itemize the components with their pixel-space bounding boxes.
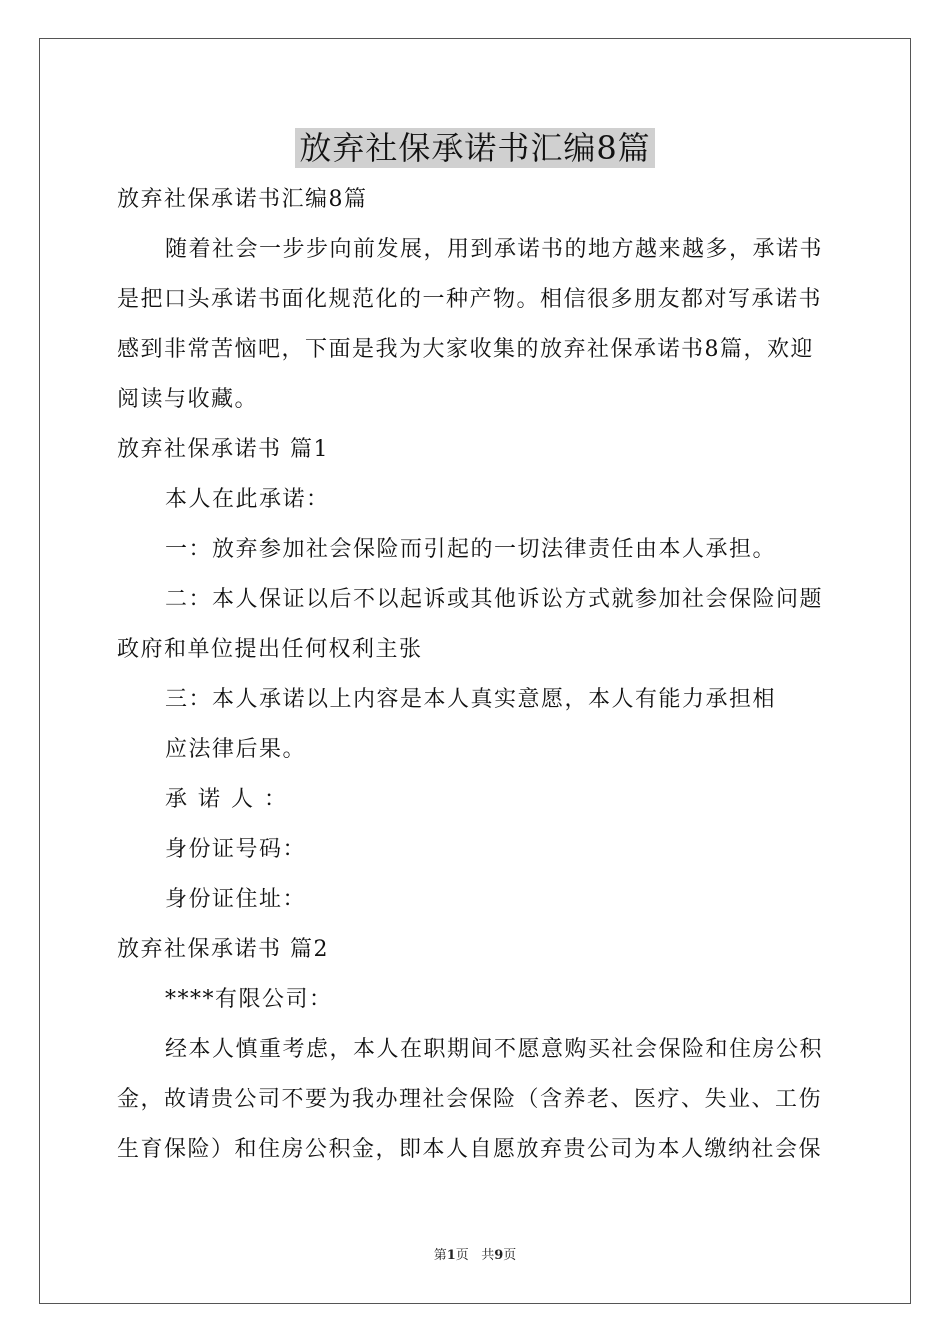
- page-footer: [0, 1248, 950, 1264]
- paragraph-line: 应法律后果。: [165, 737, 307, 762]
- paragraph-line: 生育保险）和住房公积金，即本人自愿放弃贵公司为本人缴纳社会保: [117, 1137, 823, 1162]
- total-pages: 9: [494, 1248, 504, 1263]
- paragraph-line: 感到非常苦恼吧，下面是我为大家收集的放弃社保承诺书8篇，欢迎: [117, 337, 814, 362]
- paragraph-line: 金，故请贵公司不要为我办理社会保险（含养老、医疗、失业、工伤: [117, 1087, 823, 1112]
- paragraph-line: 二：本人保证以后不以起诉或其他诉讼方式就参加社会保险问题: [165, 587, 824, 612]
- paragraph-line: 阅读与收藏。: [117, 387, 259, 412]
- page-suffix: 页: [455, 1248, 469, 1263]
- id-address-field: 身份证住址：: [165, 887, 307, 912]
- document-body: [117, 175, 837, 1175]
- page-prefix: 第: [433, 1248, 447, 1263]
- document-title: 放弃社保承诺书汇编8篇: [295, 128, 654, 168]
- section-heading-1: 放弃社保承诺书 篇1: [117, 437, 329, 462]
- paragraph-line: 是把口头承诺书面化规范化的一种产物。相信很多朋友都对写承诺书: [117, 287, 823, 312]
- id-number-field: 身份证号码：: [165, 837, 307, 862]
- total-suffix: 页: [503, 1248, 517, 1263]
- paragraph-line: 经本人慎重考虑，本人在职期间不愿意购买社会保险和住房公积: [165, 1037, 824, 1062]
- paragraph-line: 本人在此承诺：: [165, 487, 330, 512]
- section-heading-2: 放弃社保承诺书 篇2: [117, 937, 329, 962]
- paragraph-line: 政府和单位提出任何权利主张: [117, 637, 423, 662]
- paragraph-line: 一：放弃参加社会保险而引起的一切法律责任由本人承担。: [165, 537, 777, 562]
- signer-field: 承诺人：: [165, 787, 298, 812]
- title-container: [0, 128, 950, 168]
- paragraph-line: 三：本人承诺以上内容是本人真实意愿，本人有能力承担相: [165, 687, 777, 712]
- addressee-line: ****有限公司：: [165, 987, 333, 1012]
- paragraph-line: 随着社会一步步向前发展，用到承诺书的地方越来越多，承诺书: [165, 237, 824, 262]
- total-prefix: 共: [481, 1248, 495, 1263]
- subtitle-line: 放弃社保承诺书汇编8篇: [117, 187, 368, 212]
- page-number: 1: [446, 1248, 456, 1263]
